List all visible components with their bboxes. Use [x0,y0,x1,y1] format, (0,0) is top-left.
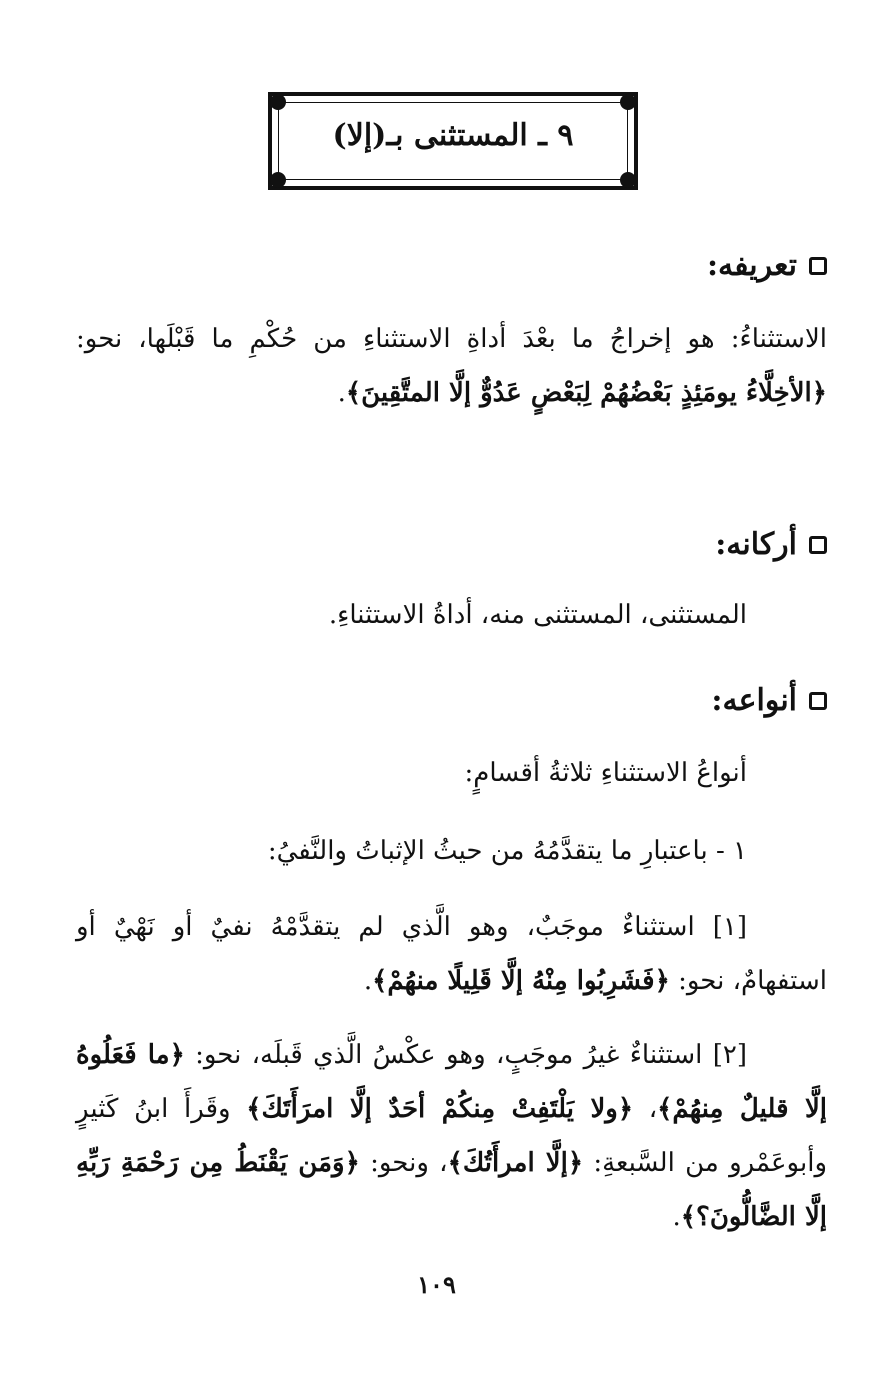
definition-quran-quote: ﴿الأخِلَّاءُ يومَئِذٍ بَعْضُهُمْ لِبَعْضٍ عَدُوٌّ إلَّا المتَّقِينَ﴾ [345,378,827,408]
definition-heading-label: تعريفه: [706,248,797,283]
types-item-1 [76,824,747,878]
definition-text: الاستثناءُ: هو إخراجُ ما بعْدَ أداةِ الاستثناءِ من حُكْمِ ما قَبْلَها، نحو: [76,324,827,354]
definition-heading [707,248,827,283]
sub-type-2-sep-2: ، ونحو: [359,1148,448,1178]
sub-type-1-paragraph [76,900,827,1008]
sub-type-2-sep-1: ، [633,1094,658,1124]
types-heading-label: أنواعه: [711,683,797,718]
square-bullet-icon [809,257,827,275]
frame-corner-ornament [270,94,286,110]
definition-end: . [337,378,346,408]
sub-type-2-quote-4: ﴿وَمَن يَقْنَطُ مِن رَحْمَةِ رَبِّهِ إلَّا الضَّالُّونَ؟﴾ [76,1148,827,1232]
definition-paragraph [76,312,827,420]
sub-type-1-end: . [363,966,373,996]
page-number: ١٠٩ [417,1270,456,1299]
pillars-text: المستثنى، المستثنى منه، أداةُ الاستثناءِ. [328,600,747,630]
frame-corner-ornament [620,94,636,110]
chapter-title: ٩ ـ المستثنى بـ(إلا) [332,118,574,153]
sub-type-2-quote-3: ﴿إلَّا امرأَتُكَ﴾ [447,1148,584,1178]
pillars-paragraph [76,588,747,642]
square-bullet-icon [809,692,827,710]
types-intro [76,746,747,800]
pillars-heading-label: أركانه: [715,527,797,562]
types-item-1-text: ١ - باعتبارِ ما يتقدَّمُهُ من حيثُ الإثباتُ والنَّفيُ: [267,836,747,866]
frame-corner-ornament [620,172,636,188]
frame-corner-ornament [270,172,286,188]
title-frame [268,92,638,190]
sub-type-1-quote: ﴿فَشَرِبُوا مِنْهُ إلَّا قَلِيلًا منهُمْ﴾ [372,966,670,996]
sub-type-2-quote-2: ﴿ولا يَلْتَفِتْ مِنكُمْ أحَدٌ إلَّا امرَأَتَكَ﴾ [246,1094,634,1124]
pillars-heading [715,527,827,562]
sub-type-2-mid: وقَرأَ ابنُ كَثيرٍ وأبوعَمْرو من السَّبعةِ: [76,1094,827,1178]
sub-type-2-text: [٢] استثناءٌ غيرُ موجَبٍ، وهو عكْسُ الَّذي قَبلَه، نحو: [184,1040,747,1070]
sub-type-2-end: . [672,1202,681,1232]
sub-type-2-quote-1: ﴿ما فَعَلُوهُ إلَّا قليلٌ مِنهُمْ﴾ [76,1040,828,1124]
sub-type-1-text: [١] استثناءٌ موجَبٌ، وهو الَّذي لم يتقدَّمْهُ نفيٌ أو نَهْيٌ أو استفهامٌ، نحو: [76,912,827,996]
types-heading [711,683,827,718]
types-intro-text: أنواعُ الاستثناءِ ثلاثةُ أقسامٍ: [464,758,747,788]
square-bullet-icon [809,536,827,554]
sub-type-2-paragraph [76,1028,827,1244]
